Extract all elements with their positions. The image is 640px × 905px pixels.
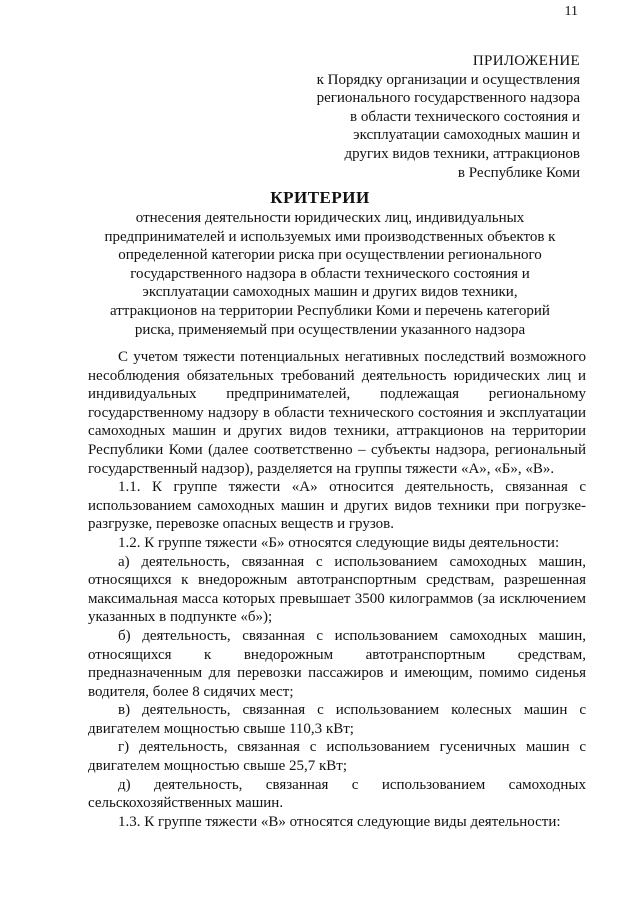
appendix-line: в области технического состояния и [350, 108, 580, 125]
paragraph-1-3: 1.3. К группе тяжести «В» относятся следующие виды деятельности: [118, 813, 561, 830]
intro-paragraph: С учетом тяжести потенциальных негативных последствий возможного несоблюдения обязательных требований деятельность юридических лиц и индивидуальных предпринимателей, подлежащая региональному государственному надзору в области технического состояния и эксплуатации самоходных машин и других видов техники, аттракционов на территории Республики Коми (далее соответственно – субъекты надзора, региональный государственный надзор), разделяется на группы тяжести «А», «Б», «В». [88, 349, 586, 477]
subitem-b: б) деятельность, связанная с использованием самоходных машин, относящихся к внедорожным автотранспортным средствам, предназначенным для перевозки пассажиров и имеющим, помимо сиденья водителя, более 8 сидячих мест; [88, 627, 586, 700]
paragraph-1-2: 1.2. К группе тяжести «Б» относятся следующие виды деятельности: [118, 534, 560, 551]
subitem-g: г) деятельность, связанная с использованием гусеничных машин с двигателем мощностью свыше 25,7 кВт; [88, 739, 586, 775]
appendix-line: регионального государственного надзора [316, 90, 580, 107]
appendix-line: эксплуатации самоходных машин и [353, 127, 580, 144]
appendix-line: к Порядку организации и осуществления [316, 71, 580, 88]
document-body [88, 348, 586, 831]
subitem-d: д) деятельность, связанная с использованием самоходных сельскохозяйственных машин. [88, 776, 586, 812]
criteria-title: КРИТЕРИИ [270, 188, 370, 207]
subitem-a: а) деятельность, связанная с использованием самоходных машин, относящихся к внедорожным автотранспортным средствам, разрешенная максимальная масса которых превышает 3500 килограммов (за исключением указанных в подпункте «б»); [88, 553, 586, 626]
appendix-line: других видов техники, аттракционов [344, 145, 580, 162]
appendix-line: в Республике Коми [457, 164, 580, 181]
subitem-v: в) деятельность, связанная с использованием колесных машин с двигателем мощностью свыше 110,3 кВт; [88, 702, 586, 737]
appendix-title: ПРИЛОЖЕНИЕ [472, 53, 580, 69]
criteria-subtitle: отнесения деятельности юридических лиц, индивидуальных предпринимателей и используемых ими производственных объектов к определенной категории риска при осуществлении регионального государственного надзора в области технического состояния и эксплуатации самоходных машин и других видов техники, аттракционов на территории Республики Коми и перечень категорий риска, применяемый при осуществлении указанного надзора [104, 210, 556, 338]
page-number: 11 [564, 4, 578, 19]
appendix-block [250, 52, 580, 182]
paragraph-1-1: 1.1. К группе тяжести «А» относится деятельность, связанная с использованием самоходных машин и других видов техники при погрузке-разгрузке, перевозке опасных веществ и грузов. [88, 479, 586, 533]
